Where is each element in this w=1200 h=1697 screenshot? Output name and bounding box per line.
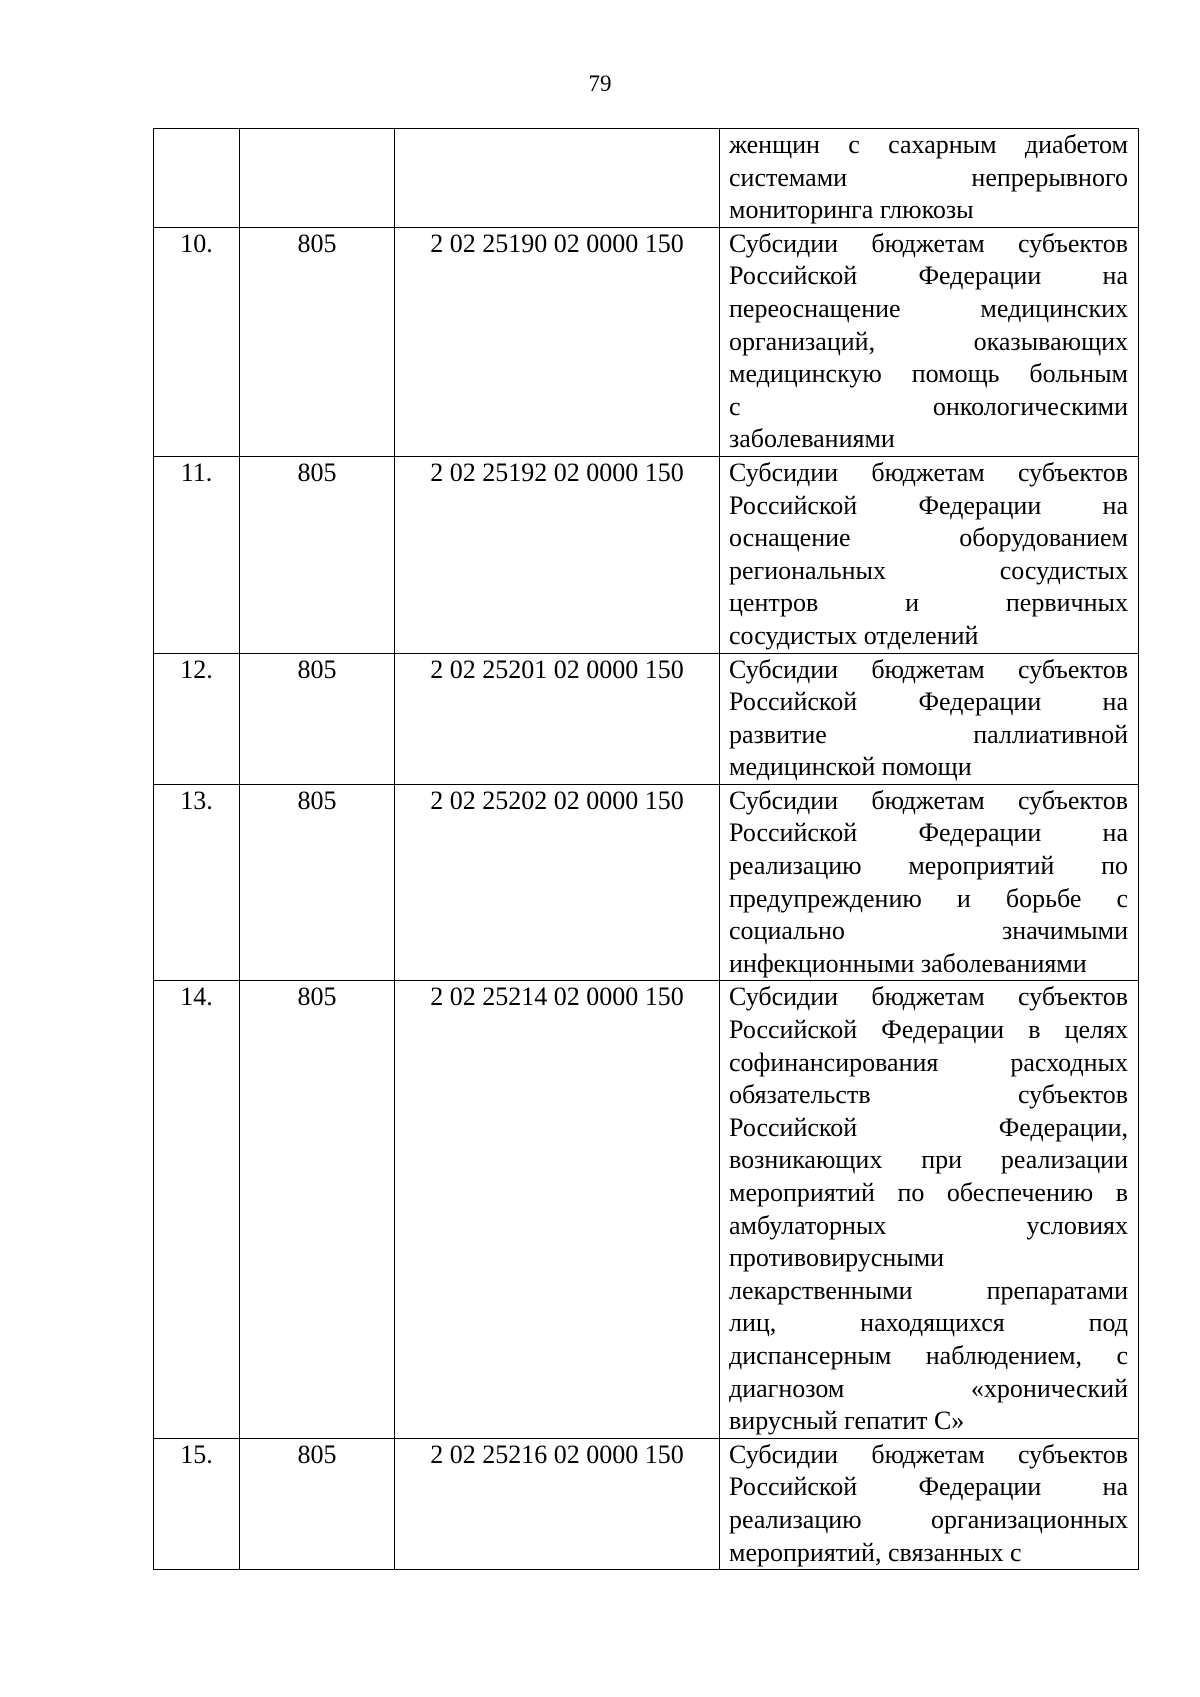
description-line: софинансирования расходных	[729, 1047, 1128, 1077]
description-line: Субсидии бюджетам субъектов	[729, 654, 1128, 684]
budget-code-cell	[395, 129, 720, 228]
budget-code-cell: 2 02 25214 02 0000 150	[395, 981, 720, 1438]
admin-code-cell: 805	[240, 981, 395, 1438]
description-cell	[720, 456, 1139, 653]
description-line: с онкологическими	[729, 391, 1128, 421]
table-row	[154, 981, 1139, 1438]
description-line: развитие паллиативной	[729, 719, 1128, 749]
description-line: медицинскую помощь больным	[729, 359, 1128, 389]
description-line: диспансерным наблюдением, с	[729, 1340, 1128, 1370]
description-cell	[720, 227, 1139, 456]
description-line: системами непрерывного	[729, 162, 1128, 192]
description-line: амбулаторных условиях	[729, 1210, 1128, 1240]
description-line: инфекционными заболеваниями	[729, 948, 1087, 978]
description-line: реализацию организационных	[729, 1504, 1128, 1534]
description-line: оснащение оборудованием	[729, 523, 1128, 553]
row-number-cell: 12.	[154, 653, 240, 784]
description-line: вирусный гепатит С»	[729, 1406, 965, 1436]
description-line: лекарственными препаратами	[729, 1275, 1128, 1305]
description-line: Российской Федерации на	[729, 1472, 1128, 1502]
budget-code-cell: 2 02 25202 02 0000 150	[395, 784, 720, 981]
description-line: переоснащение медицинских	[729, 293, 1128, 323]
description-line: социально значимыми	[729, 916, 1128, 946]
description-line: Субсидии бюджетам субъектов	[729, 457, 1128, 487]
description-line: центров и первичных	[729, 588, 1128, 618]
row-number-cell: 15.	[154, 1438, 240, 1569]
budget-code-cell: 2 02 25192 02 0000 150	[395, 456, 720, 653]
description-line: женщин с сахарным диабетом	[729, 130, 1128, 159]
description-line: диагнозом «хронический	[729, 1373, 1128, 1403]
description-cell	[720, 981, 1139, 1438]
description-line: противовирусными	[729, 1243, 945, 1273]
description-line: Субсидии бюджетам субъектов	[729, 228, 1128, 258]
description-cell	[720, 129, 1139, 228]
description-line: Российской Федерации на	[729, 261, 1128, 291]
description-line: Российской Федерации в целях	[729, 1015, 1128, 1045]
description-line: лиц, находящихся под	[729, 1308, 1128, 1338]
row-number-cell: 13.	[154, 784, 240, 981]
budget-code-cell: 2 02 25190 02 0000 150	[395, 227, 720, 456]
table-row	[154, 653, 1139, 784]
row-number-cell: 10.	[154, 227, 240, 456]
table-row	[154, 456, 1139, 653]
description-line: Российской Федерации на	[729, 818, 1128, 848]
table-row	[154, 1438, 1139, 1569]
description-cell	[720, 1438, 1139, 1569]
description-line: обязательств субъектов	[729, 1080, 1128, 1110]
description-line: Субсидии бюджетам субъектов	[729, 1439, 1128, 1469]
description-cell	[720, 784, 1139, 981]
description-line: мероприятий, связанных с	[729, 1537, 1022, 1567]
description-line: мониторинга глюкозы	[729, 195, 974, 225]
description-line: сосудистых отделений	[729, 620, 979, 650]
description-line: медицинской помощи	[729, 752, 972, 782]
description-line: реализацию мероприятий по	[729, 851, 1128, 881]
description-line: Российской Федерации на	[729, 490, 1128, 520]
description-line: возникающих при реализации	[729, 1145, 1128, 1175]
description-line: региональных сосудистых	[729, 555, 1128, 585]
table-body	[154, 129, 1139, 1570]
table-row	[154, 227, 1139, 456]
description-line: заболеваниями	[729, 424, 895, 454]
row-number-cell: 14.	[154, 981, 240, 1438]
admin-code-cell: 805	[240, 784, 395, 981]
admin-code-cell: 805	[240, 1438, 395, 1569]
description-line: Субсидии бюджетам субъектов	[729, 785, 1128, 815]
table-row	[154, 129, 1139, 228]
description-line: Российской Федерации,	[729, 1112, 1128, 1142]
budget-classification-table	[153, 128, 1139, 1570]
admin-code-cell: 805	[240, 653, 395, 784]
description-line: мероприятий по обеспечению в	[729, 1178, 1128, 1207]
description-line: Российской Федерации на	[729, 687, 1128, 717]
table-row	[154, 784, 1139, 981]
description-line: предупреждению и борьбе с	[729, 883, 1128, 913]
admin-code-cell: 805	[240, 227, 395, 456]
description-line: Субсидии бюджетам субъектов	[729, 982, 1128, 1012]
row-number-cell: 11.	[154, 456, 240, 653]
budget-code-cell: 2 02 25216 02 0000 150	[395, 1438, 720, 1569]
admin-code-cell: 805	[240, 456, 395, 653]
admin-code-cell	[240, 129, 395, 228]
row-number-cell	[154, 129, 240, 228]
page-number: 79	[588, 71, 612, 96]
description-line: организаций, оказывающих	[729, 326, 1128, 356]
budget-code-cell: 2 02 25201 02 0000 150	[395, 653, 720, 784]
description-cell	[720, 653, 1139, 784]
